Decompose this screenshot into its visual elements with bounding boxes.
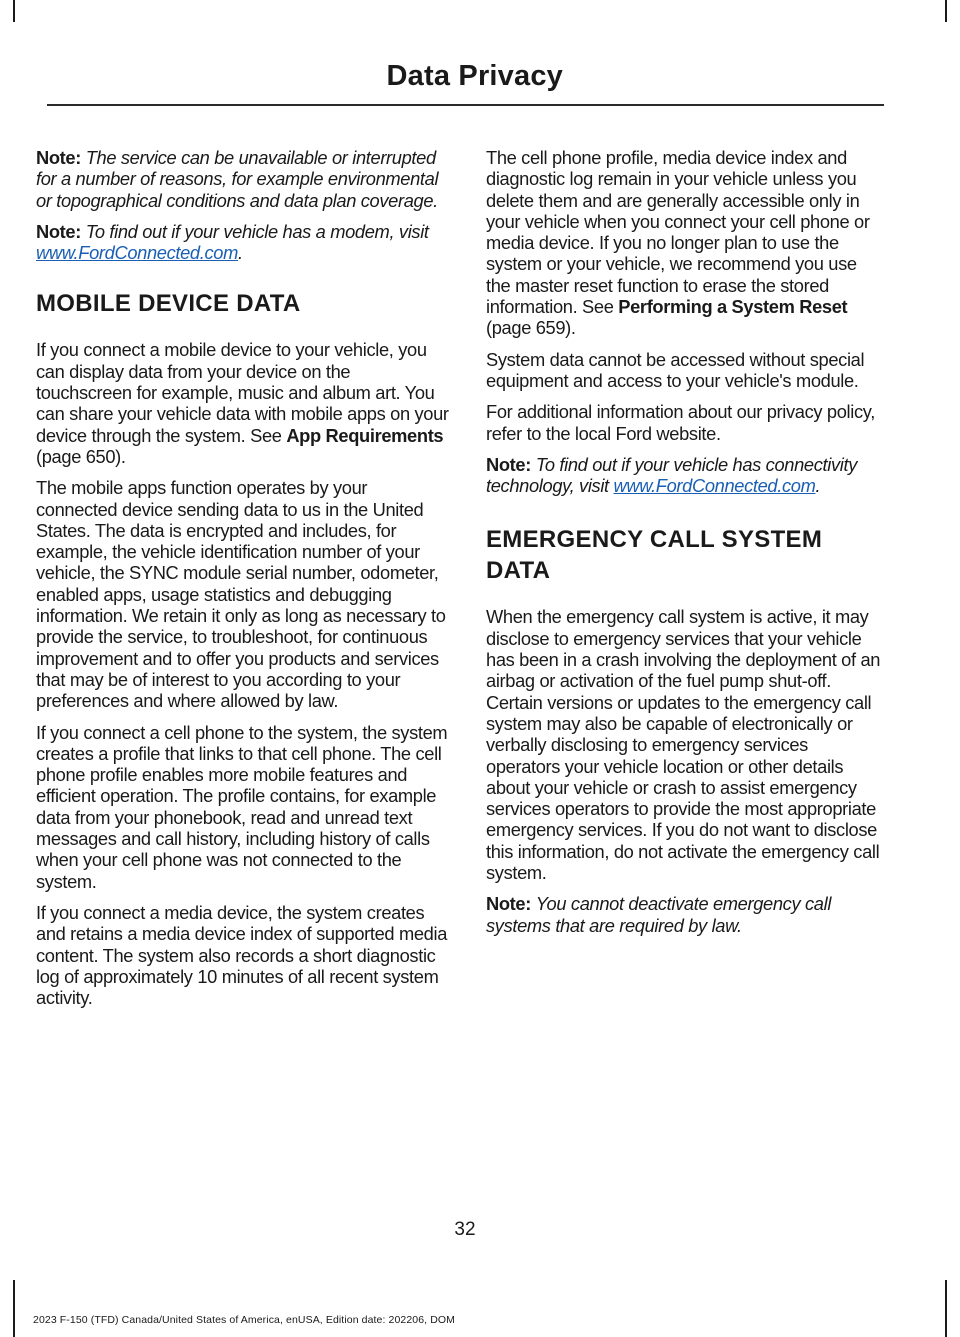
note-text: The service can be unavailable or interrupted for a number of reasons, for example environmental or topographical conditions and data plan coverage. — [36, 147, 439, 211]
see-label: See — [582, 296, 614, 318]
note-label: Note: — [486, 453, 531, 475]
header-divider — [47, 104, 884, 106]
paragraph: When the emergency call system is active, it may disclose to emergency services that your vehicle has been in a crash involving the deployment of an airbag or activation of the fuel pump shut-off. Certain versions or updates to the emergency call system may also be capable of electronically or verbally disclosing to emergency services operators your vehicle location or other details about your vehicle or crash to assist emergency services operators to provide the most appropriate emergency services. If you do not want to disclose this information, do not activate the emergency call system. — [486, 606, 881, 884]
note-text: To find out if your vehicle has connectivity technology, visit — [486, 453, 857, 497]
crop-mark-top-right — [945, 0, 947, 22]
paragraph: If you connect a media device, the system creates and retains a media device index of supported media content. The system also records a short diagnostic log of approximately 10 minutes of all recent system activity. — [36, 901, 448, 1009]
paragraph: System data cannot be accessed without special equipment and access to your vehicle's module. — [486, 348, 865, 391]
note-label: Note: — [486, 893, 531, 915]
section-heading-emergency-call-system-data: EMERGENCY CALL SYSTEM DATA — [486, 526, 823, 585]
page-reference: (page 659). — [486, 317, 576, 339]
note-modem — [36, 221, 450, 264]
section-heading-mobile-device-data: MOBILE DEVICE DATA — [36, 290, 301, 318]
page-number: 32 — [454, 1219, 476, 1240]
see-label: See — [250, 424, 282, 446]
paragraph-text: If you connect a mobile device to your vehicle, you can display data from your device on the touchscreen for example, music and album art. You can share your vehicle data with mobile apps on your device through the system. — [36, 339, 449, 446]
crop-mark-bottom-left — [13, 1280, 15, 1337]
page-title: Data Privacy — [386, 60, 563, 92]
right-column — [486, 147, 882, 946]
left-column — [36, 147, 450, 1018]
note-connectivity — [486, 454, 882, 497]
note-text: You cannot deactivate emergency call systems that are required by law. — [486, 893, 832, 936]
note-text: To find out if your vehicle has a modem, visit — [85, 220, 429, 242]
note-text-end: . — [815, 475, 821, 497]
performing-system-reset-xref[interactable]: Performing a System Reset — [618, 296, 848, 318]
paragraph: For additional information about our privacy policy, refer to the local Ford website. — [486, 401, 875, 444]
note-label: Note: — [36, 147, 81, 168]
paragraph — [486, 147, 882, 339]
note-cannot-deactivate — [486, 893, 882, 936]
paragraph: The mobile apps function operates by your connected device sending data to us in the United States. The data is encrypted and includes, for example, the vehicle identification number of your vehicle, the SYNC module serial number, odometer, enabled apps, usage statistics and debugging information. We retain it only as long as necessary to provide the service, to troubleshoot, for continuous improvement and to offer you products and services that may be of interest to you according to your preferences and where allowed by law. — [36, 477, 446, 712]
note-text-end: . — [237, 242, 243, 264]
note-label: Note: — [36, 220, 81, 242]
footer-edition-info: 2023 F-150 (TFD) Canada/United States of America, enUSA, Edition date: 202206, DOM — [33, 1314, 455, 1326]
paragraph — [36, 339, 450, 467]
crop-mark-bottom-right — [945, 1280, 947, 1337]
paragraph-text: The cell phone profile, media device index and diagnostic log remain in your vehicle unless you delete them and are generally accessible only in your vehicle when you connect your cell phone or media device. If you no longer plan to use the system or your vehicle, we recommend you use the master reset function to erase the stored information. — [486, 147, 870, 318]
ford-connected-link[interactable]: www.FordConnected.com — [36, 242, 238, 264]
app-requirements-xref[interactable]: App Requirements — [286, 424, 444, 446]
note-service-unavailable — [36, 147, 450, 211]
crop-mark-top-left — [13, 0, 15, 22]
paragraph: If you connect a cell phone to the system, the system creates a profile that links to that cell phone. The cell phone profile enables more mobile features and efficient operation. The profile contains, for example data from your phonebook, read and unread text messages and call history, including history of calls when your cell phone was not connected to the system. — [36, 721, 448, 892]
page-reference: (page 650). — [36, 445, 126, 467]
ford-connected-link[interactable]: www.FordConnected.com — [613, 475, 816, 497]
